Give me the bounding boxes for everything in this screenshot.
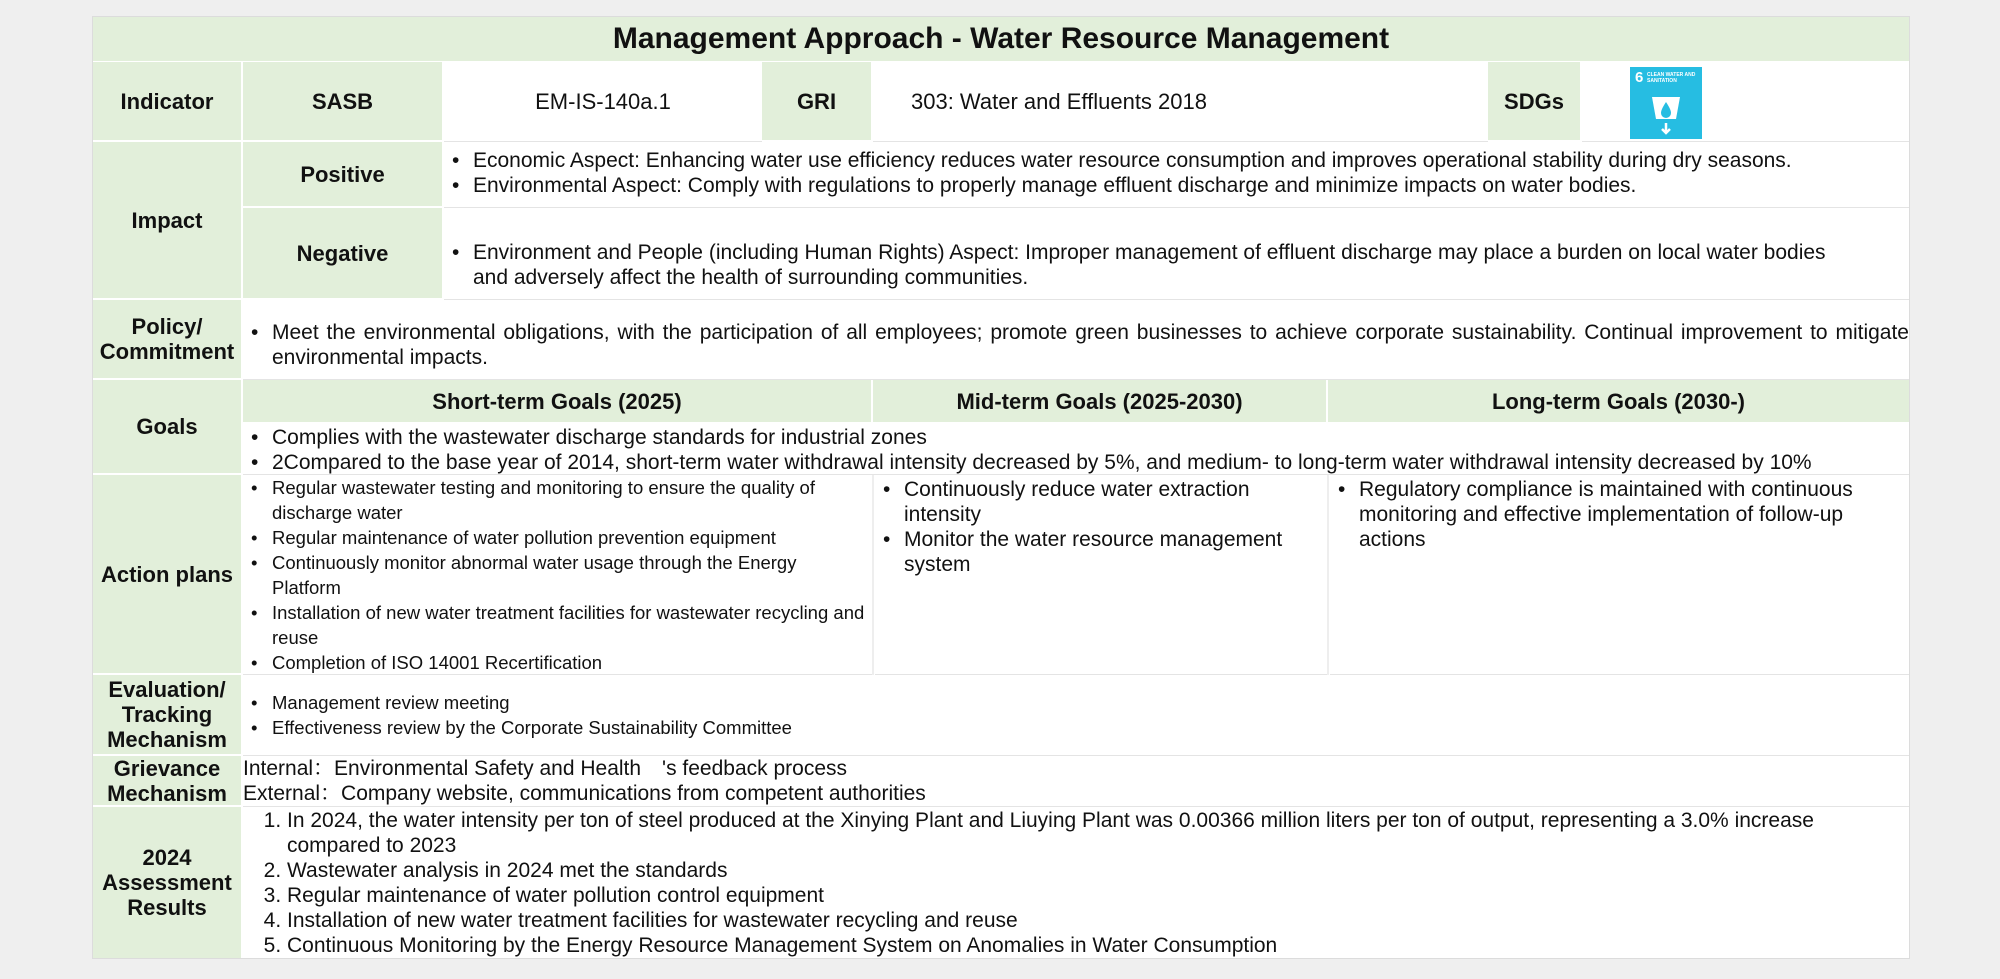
goals-label: Goals [93,380,243,475]
policy-label: Policy/ Commitment [93,300,243,380]
action-plans-mid-term [875,475,1328,675]
list-item: 5. Continuous Monitoring by the Energy Resource Management System on Anomalies in Water Consumption [287,933,1889,958]
list-item: • Regular wastewater testing and monitoring to ensure the quality of discharge water [243,475,867,525]
grievance-external: External：Company website, communications from competent authorities [243,782,926,805]
sdgs-label: SDGs [1488,62,1582,142]
water-drop-cup-icon [1630,67,1702,139]
grievance-internal: Internal：Environmental Safety and Health 's feedback process [243,757,847,780]
sasb-value: EM-IS-140a.1 [444,62,762,142]
column-divider [1327,475,1329,675]
impact-label: Impact [93,142,243,300]
sdg-cell [1582,62,1909,142]
list-item: • Effectiveness review by the Corporate Sustainability Committee [243,715,1909,740]
list-item: • Continuously monitor abnormal water usage through the Energy Platform [243,550,867,600]
list-item: • Management review meeting [243,690,1909,715]
list-item: • 2Compared to the base year of 2014, short-term water withdrawal intensity decreased by 5%, and medium- to long-term water withdrawal intensity decreased by 10% [243,450,1909,475]
goals-content [243,424,1909,475]
gri-label: GRI [762,62,873,142]
policy-commitment [243,300,1909,380]
list-item: • Monitor the water resource management system [875,527,1320,577]
assessment-label: 2024 Assessment Results [93,807,243,958]
negative-label: Negative [243,208,444,300]
management-approach-table [92,16,1910,959]
column-divider [872,475,874,675]
evaluation-content [243,675,1909,756]
list-item: 2. Wastewater analysis in 2024 met the standards [287,858,1889,883]
long-term-goals-header: Long-term Goals (2030-) [1328,380,1909,424]
list-item: • Complies with the wastewater discharge standards for industrial zones [243,425,1909,450]
assessment-results [243,807,1909,958]
list-item: • Installation of new water treatment facilities for wastewater recycling and reuse [243,600,867,650]
grievance-content [243,756,1909,807]
sdg-title: CLEAN WATER AND SANITATION [1647,72,1696,84]
list-item: 4. Installation of new water treatment facilities for wastewater recycling and reuse [287,908,1889,933]
grievance-label: Grievance Mechanism [93,756,243,807]
action-plans-short-term [243,475,873,675]
positive-impact [444,142,1909,208]
list-item: • Continuously reduce water extraction intensity [875,477,1320,527]
list-item: • Environmental Aspect: Comply with regulations to properly manage effluent discharge and minimize impacts on water bodies. [444,173,1909,198]
evaluation-label: Evaluation/ Tracking Mechanism [93,675,243,756]
list-item: • Meet the environmental obligations, with the participation of all employees; promote green businesses to achieve corporate sustainability. Continual improvement to mitigate environmental impacts. [243,320,1909,370]
sasb-label: SASB [243,62,444,142]
sdg-6-badge [1630,67,1702,139]
negative-impact [444,208,1909,300]
list-item: 3. Regular maintenance of water pollution control equipment [287,883,1889,908]
short-term-goals-header: Short-term Goals (2025) [243,380,873,424]
positive-label: Positive [243,142,444,208]
list-item: • Regular maintenance of water pollution prevention equipment [243,525,867,550]
list-item: • Completion of ISO 14001 Recertification [243,650,867,675]
table-title: Management Approach - Water Resource Management [93,17,1909,62]
list-item: • Regulatory compliance is maintained with continuous monitoring and effective implementation of follow-up actions [1330,477,1901,552]
list-item: • Environment and People (including Human Rights) Aspect: Improper management of effluent discharge may place a burden on local water bodies and adversely affect the health of surrounding communities. [444,240,1839,290]
list-item: 1. In 2024, the water intensity per ton of steel produced at the Xinying Plant and Liuying Plant was 0.00366 million liters per ton of output, representing a 3.0% increase compared to 2023 [287,808,1889,858]
mid-term-goals-header: Mid-term Goals (2025-2030) [873,380,1328,424]
action-plans-label: Action plans [93,475,243,675]
gri-value: 303: Water and Effluents 2018 [873,62,1488,142]
sdg-number: 6 [1635,69,1644,86]
list-item: • Economic Aspect: Enhancing water use efficiency reduces water resource consumption and improves operational stability during dry seasons. [444,148,1909,173]
action-plans-long-term [1330,475,1909,675]
indicator-label: Indicator [93,62,243,142]
